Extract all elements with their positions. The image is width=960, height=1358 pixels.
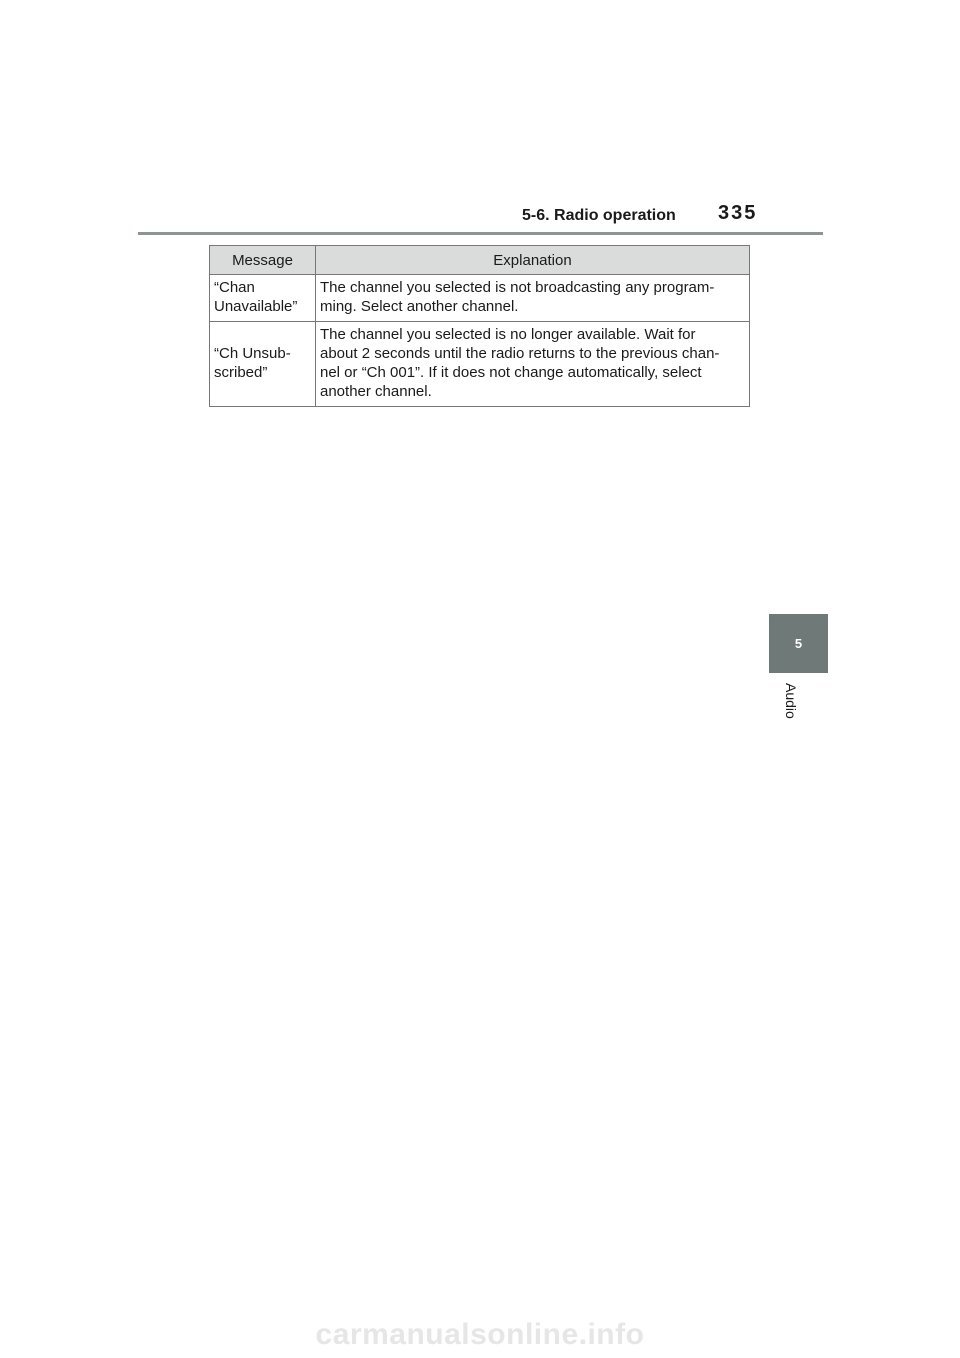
section-title: 5-6. Radio operation — [522, 207, 676, 224]
explanation-line: The channel you selected is no longer available. Wait for — [320, 326, 696, 343]
explanation-line: about 2 seconds until the radio returns to the previous chan- — [320, 345, 720, 362]
chapter-tab — [769, 614, 828, 673]
column-header-message: Message — [210, 246, 316, 275]
explanation-line: The channel you selected is not broadcasting any program- — [320, 279, 715, 296]
message-cell — [210, 275, 316, 322]
table-header-row — [210, 246, 750, 275]
message-line: Unavailable” — [214, 298, 298, 315]
header-rule — [138, 232, 823, 235]
message-line: “Chan — [214, 279, 255, 296]
message-table — [209, 245, 750, 407]
explanation-cell — [316, 275, 750, 322]
message-line: scribed” — [214, 364, 268, 381]
message-line: “Ch Unsub- — [214, 345, 291, 362]
message-cell — [210, 322, 316, 407]
explanation-line: another channel. — [320, 383, 432, 400]
chapter-label: Audio — [783, 683, 799, 719]
page-number: 335 — [718, 202, 758, 224]
table-row — [210, 275, 750, 322]
explanation-line: nel or “Ch 001”. If it does not change automatically, select — [320, 364, 702, 381]
table-row — [210, 322, 750, 407]
column-header-explanation: Explanation — [316, 246, 750, 275]
explanation-cell — [316, 322, 750, 407]
watermark: carmanualsonline.info — [315, 1318, 645, 1351]
explanation-line: ming. Select another channel. — [320, 298, 519, 315]
chapter-number: 5 — [794, 636, 803, 651]
